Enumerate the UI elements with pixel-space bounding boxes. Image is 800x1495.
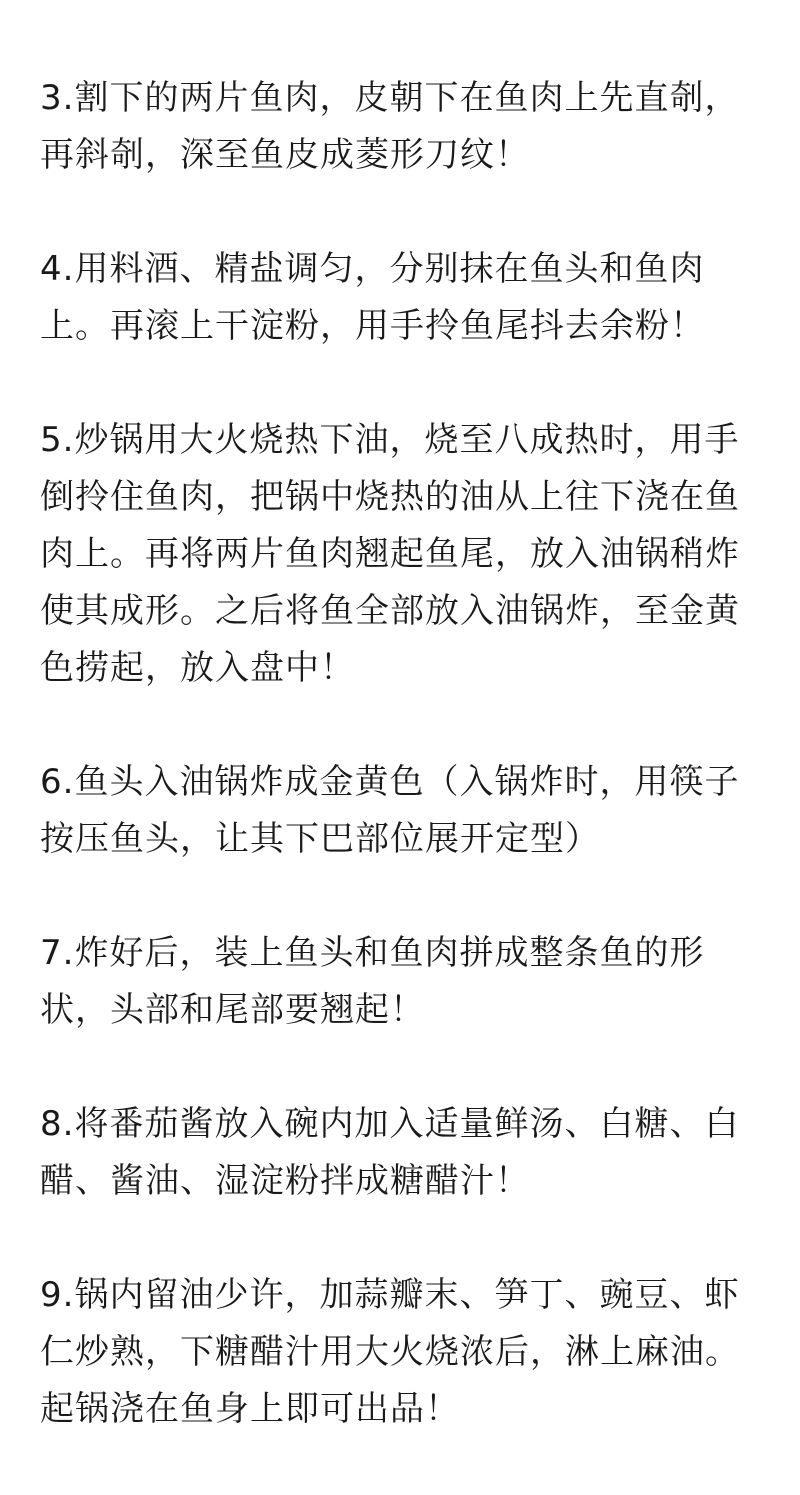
step-3 xyxy=(40,70,762,184)
step-line: 4.用料酒、精盐调匀，分别抹在鱼头和鱼肉 xyxy=(40,249,705,289)
step-line: 按压鱼头，让其下巴部位展开定型） xyxy=(40,819,600,859)
step-9 xyxy=(40,1267,762,1438)
step-line: 使其成形。之后将鱼全部放入油锅炸，至金黄 xyxy=(40,591,740,631)
step-line: 起锅浇在鱼身上即可出品！ xyxy=(40,1389,460,1429)
step-line: 8.将番茄酱放入碗内加入适量鲜汤、白糖、白 xyxy=(40,1104,740,1144)
step-4 xyxy=(40,241,762,355)
step-line: 倒拎住鱼肉，把锅中烧热的油从上往下浇在鱼 xyxy=(40,477,740,517)
step-line: 5.炒锅用大火烧热下油，烧至八成热时，用手 xyxy=(40,420,740,460)
step-8 xyxy=(40,1096,762,1210)
step-line: 7.炸好后，装上鱼头和鱼肉拼成整条鱼的形 xyxy=(40,933,705,973)
step-line: 醋、酱油、湿淀粉拌成糖醋汁！ xyxy=(40,1161,530,1201)
step-line: 上。再滚上干淀粉，用手拎鱼尾抖去余粉！ xyxy=(40,306,705,346)
step-6 xyxy=(40,754,762,868)
step-5 xyxy=(40,412,762,697)
recipe-steps xyxy=(40,70,762,1495)
step-line: 色捞起，放入盘中！ xyxy=(40,648,355,688)
step-line: 肉上。再将两片鱼肉翘起鱼尾，放入油锅稍炸 xyxy=(40,534,740,574)
step-line: 仁炒熟，下糖醋汁用大火烧浓后，淋上麻油。 xyxy=(40,1332,740,1372)
step-7 xyxy=(40,925,762,1039)
step-line: 3.割下的两片鱼肉，皮朝下在鱼肉上先直剞， xyxy=(40,78,740,118)
step-line: 状，头部和尾部要翘起！ xyxy=(40,990,425,1030)
step-line: 再斜剞，深至鱼皮成菱形刀纹！ xyxy=(40,135,530,175)
step-line: 9.锅内留油少许，加蒜瓣末、笋丁、豌豆、虾 xyxy=(40,1275,740,1315)
step-line: 6.鱼头入油锅炸成金黄色（入锅炸时，用筷子 xyxy=(40,762,740,802)
